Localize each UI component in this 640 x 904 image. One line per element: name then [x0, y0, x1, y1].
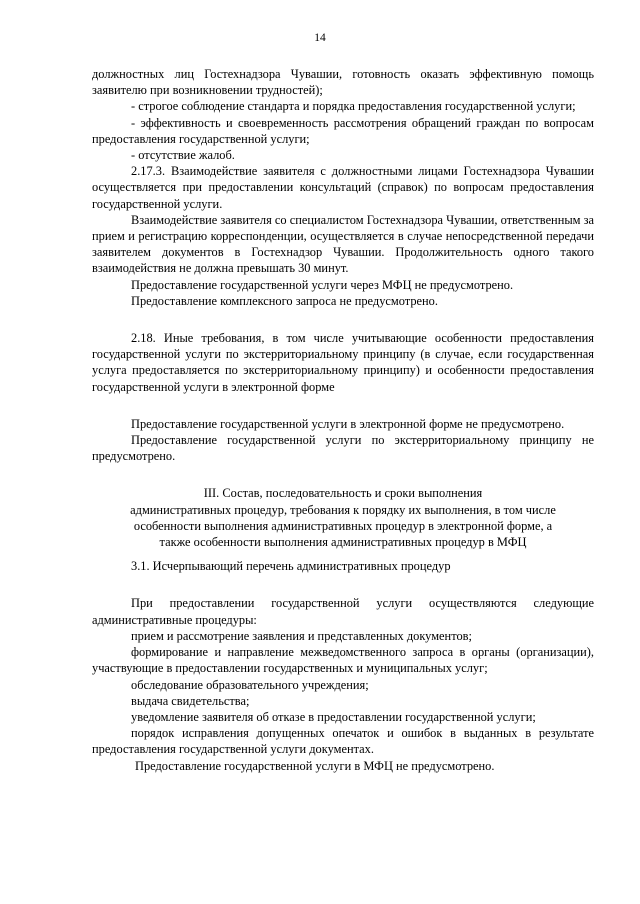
paragraph: Предоставление государственной услуги в электронной форме не предусмотрено.	[131, 416, 565, 431]
list-item: формирование и направление межведомственного запроса в органы (организации), участвующие в предоставлении государственных и муниципальных услуг;	[92, 645, 594, 676]
spacer	[92, 309, 594, 330]
paragraph: Предоставление комплексного запроса не предусмотрено.	[131, 293, 438, 308]
paragraph: Предоставление государственной услуги по экстерриториальному принципу не предусмотрено.	[92, 433, 594, 464]
list-item: - эффективность и своевременность рассмотрения обращений граждан по вопросам предоставления государственной услуги;	[92, 115, 594, 146]
section-heading-3-1: 3.1. Исчерпывающий перечень административных процедур	[131, 559, 451, 574]
spacer	[92, 395, 594, 416]
list-item: - строгое соблюдение стандарта и порядка предоставления государственной услуги;	[131, 99, 576, 114]
spacer	[92, 464, 594, 485]
document-body	[92, 66, 594, 774]
chapter-heading-line: особенности выполнения административных процедур в электронной форме, а	[133, 518, 553, 533]
chapter-heading-line: административных процедур, требования к порядку их выполнения, в том числе	[130, 502, 556, 517]
paragraph: 2.17.3. Взаимодействие заявителя с должностными лицами Гостехнадзора Чувашии осуществляется при предоставлении консультаций (справок) по вопросам предоставления государственной услуги.	[92, 164, 594, 211]
paragraph: должностных лиц Гостехнадзора Чувашии, готовность оказать эффективную помощь заявителю при возникновении трудностей);	[92, 67, 594, 98]
list-item: порядок исправления допущенных опечаток и ошибок в выданных в результате предоставления государственной услуги документах.	[92, 726, 594, 757]
spacer	[92, 574, 594, 595]
section-heading-2-18: 2.18. Иные требования, в том числе учитывающие особенности предоставления государственной услуги по экстерриториальному принципу (в случае, если государственная услуга предоставляется по экстерриториальному принципу) и особенности предоставления государственной услуги в электронной форме	[92, 331, 594, 394]
chapter-heading-line: III. Состав, последовательность и сроки выполнения	[203, 486, 483, 501]
paragraph: При предоставлении государственной услуги осуществляются следующие административные процедуры:	[92, 596, 594, 627]
paragraph: Взаимодействие заявителя со специалистом Гостехнадзора Чувашии, ответственным за прием и регистрацию корреспонденции, осуществляется в случае непосредственной передачи заявителем документов в Гостехнадзор Чувашии. Продолжительность одного такого взаимодействия не должна превышать 30 минут.	[92, 212, 594, 276]
chapter-heading-line: также особенности выполнения административных процедур в МФЦ	[159, 535, 527, 550]
list-item: выдача свидетельства;	[131, 693, 250, 708]
page-number: 14	[314, 32, 326, 44]
spacer	[92, 550, 594, 558]
paragraph: Предоставление государственной услуги в МФЦ не предусмотрено.	[135, 758, 495, 773]
list-item: - отсутствие жалоб.	[131, 148, 235, 163]
list-item: прием и рассмотрение заявления и представленных документов;	[131, 628, 472, 643]
paragraph: Предоставление государственной услуги через МФЦ не предусмотрено.	[131, 277, 514, 292]
list-item: уведомление заявителя об отказе в предоставлении государственной услуги;	[131, 709, 536, 724]
list-item: обследование образовательного учреждения;	[131, 677, 369, 692]
